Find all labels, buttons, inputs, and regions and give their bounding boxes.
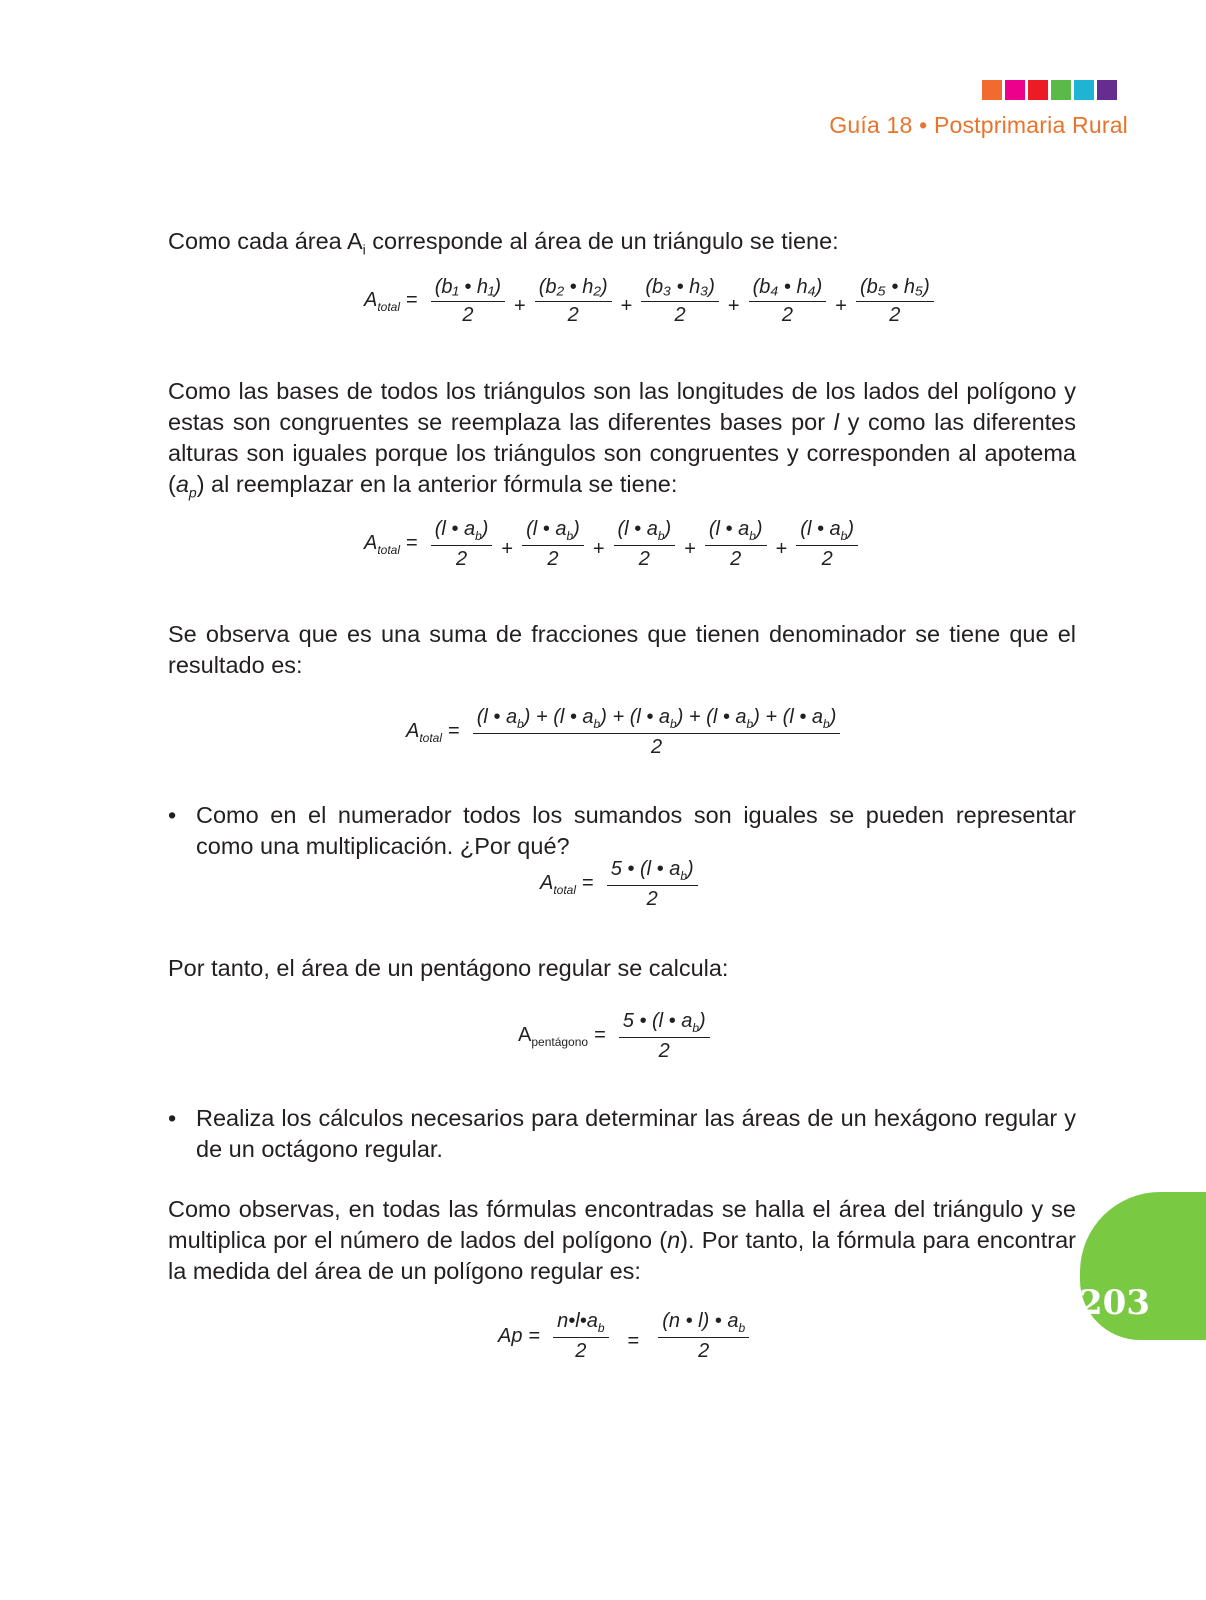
plus-sign: + <box>620 295 633 317</box>
bullet-2-text: Realiza los cálculos necesarios para determinar las áreas de un hexágono regular y de un octágono regular. <box>196 1105 1076 1162</box>
header-color-bar <box>982 80 1117 100</box>
equation-2 <box>364 518 861 571</box>
equation-3 <box>406 706 843 759</box>
eq1-term: $\frac{\text{(b₁ • h₁)}}{2}$ <box>431 276 505 327</box>
eq5-lhs: $A_{pentágono}$ = <box>518 1024 606 1049</box>
color-block-green <box>1051 80 1071 100</box>
bullet-1-text: Como en el numerador todos los sumandos son iguales se pueden representar como una multiplicación. ¿Por qué? <box>196 802 1076 859</box>
plus-sign: + <box>775 538 788 560</box>
eq2-term: $\frac{(l • a_b)}{2}$ <box>705 518 767 571</box>
eq6-fraction-2: $\frac{(n • l) • a_b}{2}$ <box>658 1310 749 1363</box>
color-block-cyan <box>1074 80 1094 100</box>
eq4-fraction: $\frac{5 • (l • a_b)}{2}$ <box>607 858 698 911</box>
bullet-icon: • <box>168 1105 177 1131</box>
paragraph-3: Se observa que es una suma de fracciones que tienen denominador se tiene que el resultado es: <box>168 621 1076 678</box>
plus-sign: + <box>514 295 526 317</box>
color-block-orange <box>982 80 1002 100</box>
p1-text: Como cada área A <box>168 228 363 254</box>
color-block-red <box>1028 80 1048 100</box>
equation-6 <box>498 1310 752 1363</box>
equation-1 <box>364 276 937 327</box>
plus-sign: + <box>727 295 740 317</box>
paragraph-4: Por tanto, el área de un pentágono regular se calcula: <box>168 955 729 981</box>
eq5-fraction: $\frac{5 • (l • a_b)}{2}$ <box>619 1010 710 1063</box>
eq2-term: $\frac{(l • a_b)}{2}$ <box>796 518 858 571</box>
page-number: 203 <box>1079 1283 1150 1323</box>
plus-sign: + <box>684 538 696 560</box>
eq1-lhs: $A_{total}$ = <box>364 289 418 314</box>
bullet-icon: • <box>168 802 177 828</box>
equation-5 <box>518 1010 713 1063</box>
p1-subscript: i <box>362 241 366 258</box>
header-title: Guía 18 • Postprimaria Rural <box>829 112 1128 138</box>
eq2-term: $\frac{(l • a_b)}{2}$ <box>431 518 493 571</box>
plus-sign: + <box>501 538 514 560</box>
eq1-term: $\frac{\text{(b₃ • h₃)}}{2}$ <box>641 276 719 327</box>
plus-sign: + <box>835 295 847 317</box>
eq2-term: $\frac{(l • a_b)}{2}$ <box>614 518 676 571</box>
eq3-fraction: $\frac{(l • a_b) + (l • a_b) + (l • a_b) + (l • a_b) + (l • a_b)}{2}$ <box>473 706 841 759</box>
bullet-item-1 <box>168 800 1076 862</box>
eq2-lhs: $A_{total}$ = <box>364 532 418 557</box>
p1-rest: corresponde al área de un triángulo se tiene: <box>365 228 839 254</box>
equals-sign: = <box>627 1330 640 1352</box>
paragraph-5: Como observas, en todas las fórmulas encontradas se halla el área del triángulo y se multiplica por el número de lados del polígono (n). Por tanto, la fórmula para encontrar la medida del área de un polígono regular es: <box>168 1196 1077 1284</box>
eq1-term: $\frac{\text{(b₄ • h₄)}}{2}$ <box>749 276 827 327</box>
plus-sign: + <box>592 538 605 560</box>
color-block-magenta <box>1005 80 1025 100</box>
eq6-lhs: Ap = <box>498 1325 541 1347</box>
eq3-lhs: $A_{total}$ = <box>406 720 460 745</box>
paragraph-2: Como las bases de todos los triángulos son las longitudes de los lados del polígono y estas son congruentes se reemplaza las diferentes bases por l y como las diferentes alturas son iguales porque los triángulos son congruentes y corresponden al apotema $(a_p)$ al reemplazar en la anterior fórmula se tiene: <box>168 378 1076 501</box>
eq4-lhs: $A_{total}$ = <box>540 872 594 897</box>
eq1-term: $\frac{\text{(b₅ • h₅)}}{2}$ <box>856 276 934 327</box>
color-block-purple <box>1097 80 1117 100</box>
eq1-term: $\frac{\text{(b₂ • h₂)}}{2}$ <box>535 276 612 327</box>
paragraph-1 <box>168 226 1076 266</box>
eq2-term: $\frac{(l • a_b)}{2}$ <box>522 518 584 571</box>
eq6-fraction-1: $\frac{n•l•a_b}{2}$ <box>553 1310 608 1363</box>
bullet-item-2 <box>168 1103 1076 1165</box>
equation-4 <box>540 858 701 911</box>
